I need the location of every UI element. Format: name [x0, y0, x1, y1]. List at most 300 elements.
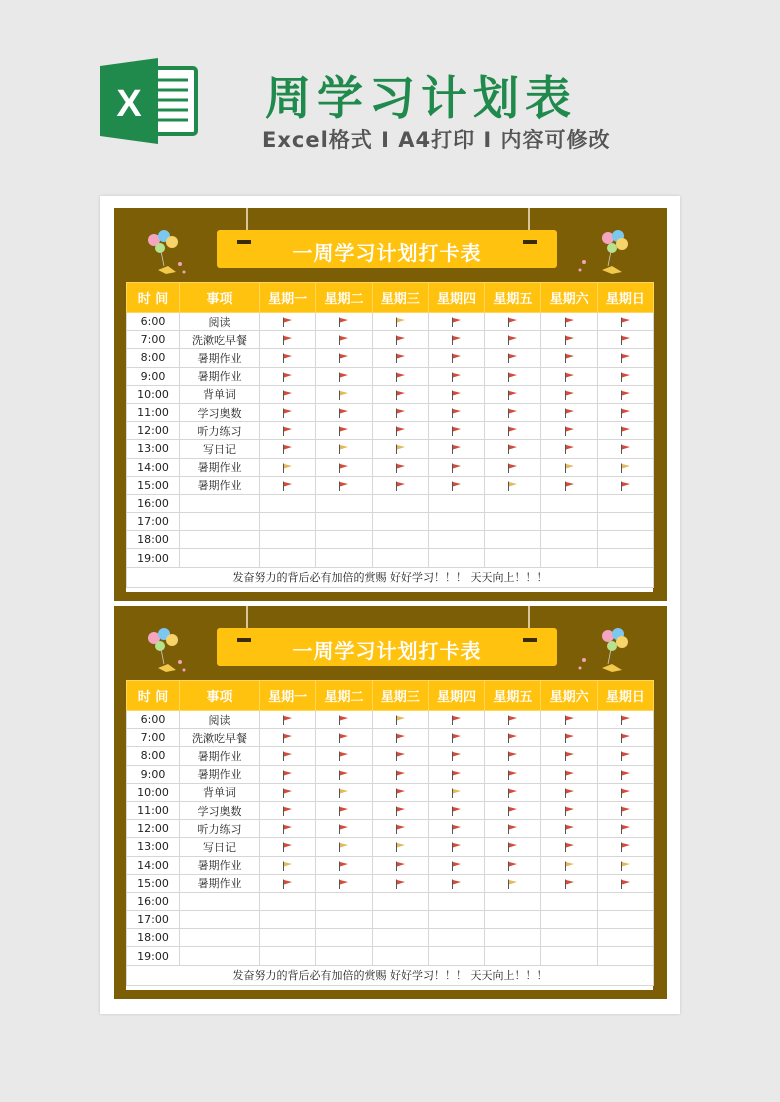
item-cell[interactable]: 背单词 — [180, 783, 260, 801]
checkin-cell[interactable] — [485, 947, 541, 965]
checkin-cell[interactable] — [485, 820, 541, 838]
time-cell[interactable]: 8:00 — [127, 349, 180, 367]
item-cell[interactable]: 暑期作业 — [180, 856, 260, 874]
checkin-cell[interactable] — [372, 874, 428, 892]
checkin-cell[interactable] — [597, 892, 653, 910]
item-cell[interactable]: 暑期作业 — [180, 458, 260, 476]
checkin-cell[interactable] — [597, 313, 653, 331]
flag-icon — [282, 335, 293, 345]
checkin-cell[interactable] — [428, 947, 484, 965]
checkin-cell[interactable] — [428, 367, 484, 385]
flag-icon — [338, 842, 349, 852]
checkin-cell[interactable] — [316, 549, 372, 567]
checkin-cell[interactable] — [428, 385, 484, 403]
item-cell[interactable] — [180, 549, 260, 567]
checkin-cell[interactable] — [485, 711, 541, 729]
checkin-cell[interactable] — [260, 911, 316, 929]
checkin-cell[interactable] — [372, 349, 428, 367]
item-cell[interactable]: 暑期作业 — [180, 765, 260, 783]
checkin-cell[interactable] — [372, 711, 428, 729]
flag-icon — [507, 842, 518, 852]
checkin-cell[interactable] — [372, 494, 428, 512]
checkin-cell[interactable] — [428, 422, 484, 440]
time-cell[interactable]: 13:00 — [127, 838, 180, 856]
time-cell[interactable]: 13:00 — [127, 440, 180, 458]
checkin-cell[interactable] — [541, 476, 597, 494]
checkin-cell[interactable] — [260, 892, 316, 910]
checkin-cell[interactable] — [260, 929, 316, 947]
checkin-cell[interactable] — [541, 385, 597, 403]
flag-icon — [282, 824, 293, 834]
flag-icon — [564, 426, 575, 436]
flag-icon — [395, 426, 406, 436]
time-cell[interactable]: 15:00 — [127, 476, 180, 494]
checkin-cell[interactable] — [260, 422, 316, 440]
time-cell[interactable]: 18:00 — [127, 531, 180, 549]
checkin-cell[interactable] — [597, 494, 653, 512]
checkin-cell[interactable] — [316, 929, 372, 947]
checkin-cell[interactable] — [485, 531, 541, 549]
item-cell[interactable] — [180, 513, 260, 531]
checkin-cell[interactable] — [597, 476, 653, 494]
checkin-cell[interactable] — [485, 911, 541, 929]
checkin-cell[interactable] — [485, 458, 541, 476]
checkin-cell[interactable] — [597, 729, 653, 747]
checkin-cell[interactable] — [372, 513, 428, 531]
time-cell[interactable]: 19:00 — [127, 549, 180, 567]
flag-icon — [282, 317, 293, 327]
checkin-cell[interactable] — [316, 729, 372, 747]
checkin-cell[interactable] — [428, 911, 484, 929]
checkin-cell[interactable] — [597, 929, 653, 947]
time-cell[interactable]: 14:00 — [127, 856, 180, 874]
time-cell[interactable]: 6:00 — [127, 711, 180, 729]
flag-icon — [620, 408, 631, 418]
checkin-cell[interactable] — [597, 820, 653, 838]
checkin-cell[interactable] — [541, 856, 597, 874]
checkin-cell[interactable] — [428, 549, 484, 567]
flag-icon — [620, 879, 631, 889]
checkin-cell[interactable] — [428, 801, 484, 819]
checkin-cell[interactable] — [597, 856, 653, 874]
item-cell[interactable]: 听力练习 — [180, 422, 260, 440]
column-header: 星期四 — [428, 283, 484, 313]
item-cell[interactable] — [180, 947, 260, 965]
checkin-cell[interactable] — [597, 801, 653, 819]
flag-icon — [564, 390, 575, 400]
checkin-cell[interactable] — [597, 531, 653, 549]
flag-icon — [620, 317, 631, 327]
checkin-cell[interactable] — [597, 711, 653, 729]
balloon-icon — [140, 624, 200, 676]
time-cell[interactable]: 9:00 — [127, 765, 180, 783]
checkin-cell[interactable] — [485, 440, 541, 458]
checkin-cell[interactable] — [260, 801, 316, 819]
footer-row — [127, 567, 654, 587]
flag-icon — [338, 879, 349, 889]
checkin-cell[interactable] — [541, 747, 597, 765]
flag-icon — [451, 770, 462, 780]
checkin-cell[interactable] — [316, 367, 372, 385]
checkin-cell[interactable] — [428, 838, 484, 856]
checkin-cell[interactable] — [260, 349, 316, 367]
checkin-cell[interactable] — [372, 458, 428, 476]
checkin-cell[interactable] — [485, 874, 541, 892]
checkin-cell[interactable] — [597, 422, 653, 440]
checkin-cell[interactable] — [541, 422, 597, 440]
checkin-cell[interactable] — [541, 403, 597, 421]
table-row — [127, 820, 654, 838]
flag-icon — [564, 806, 575, 816]
checkin-cell[interactable] — [372, 331, 428, 349]
time-cell[interactable]: 14:00 — [127, 458, 180, 476]
checkin-cell[interactable] — [485, 476, 541, 494]
checkin-cell[interactable] — [541, 531, 597, 549]
checkin-cell[interactable] — [428, 711, 484, 729]
checkin-cell[interactable] — [260, 856, 316, 874]
flag-icon — [451, 463, 462, 473]
checkin-cell[interactable] — [541, 820, 597, 838]
checkin-cell[interactable] — [316, 801, 372, 819]
checkin-cell[interactable] — [597, 458, 653, 476]
checkin-cell[interactable] — [428, 747, 484, 765]
checkin-cell[interactable] — [428, 531, 484, 549]
table-row — [127, 747, 654, 765]
checkin-cell[interactable] — [372, 947, 428, 965]
item-cell[interactable]: 暑期作业 — [180, 367, 260, 385]
checkin-cell[interactable] — [485, 783, 541, 801]
checkin-cell[interactable] — [485, 549, 541, 567]
checkin-cell[interactable] — [485, 313, 541, 331]
checkin-cell[interactable] — [485, 929, 541, 947]
checkin-cell[interactable] — [485, 385, 541, 403]
checkin-cell[interactable] — [316, 331, 372, 349]
item-cell[interactable]: 洗漱吃早餐 — [180, 331, 260, 349]
checkin-cell[interactable] — [372, 422, 428, 440]
checkin-cell[interactable] — [372, 892, 428, 910]
checkin-cell[interactable] — [372, 385, 428, 403]
checkin-cell[interactable] — [260, 403, 316, 421]
time-cell[interactable]: 12:00 — [127, 820, 180, 838]
flag-icon — [507, 426, 518, 436]
column-header: 星期一 — [260, 283, 316, 313]
item-cell[interactable]: 学习奥数 — [180, 403, 260, 421]
checkin-cell[interactable] — [372, 313, 428, 331]
checkin-cell[interactable] — [541, 440, 597, 458]
checkin-cell[interactable] — [316, 711, 372, 729]
flag-icon — [282, 463, 293, 473]
checkin-cell[interactable] — [372, 476, 428, 494]
item-cell[interactable]: 阅读 — [180, 711, 260, 729]
checkin-cell[interactable] — [260, 838, 316, 856]
flag-icon — [620, 861, 631, 871]
flag-icon — [451, 733, 462, 743]
checkin-cell[interactable] — [597, 403, 653, 421]
checkin-cell[interactable] — [316, 892, 372, 910]
checkin-cell[interactable] — [316, 513, 372, 531]
checkin-cell[interactable] — [541, 331, 597, 349]
column-header: 星期一 — [260, 681, 316, 711]
checkin-cell[interactable] — [372, 531, 428, 549]
checkin-cell[interactable] — [485, 747, 541, 765]
item-cell[interactable]: 背单词 — [180, 385, 260, 403]
checkin-cell[interactable] — [541, 458, 597, 476]
checkin-cell[interactable] — [541, 783, 597, 801]
checkin-cell[interactable] — [316, 874, 372, 892]
checkin-cell[interactable] — [372, 549, 428, 567]
checkin-cell[interactable] — [541, 801, 597, 819]
checkin-cell[interactable] — [428, 783, 484, 801]
checkin-cell[interactable] — [485, 422, 541, 440]
checkin-cell[interactable] — [597, 765, 653, 783]
item-cell[interactable]: 暑期作业 — [180, 349, 260, 367]
checkin-cell[interactable] — [260, 747, 316, 765]
flag-icon — [395, 806, 406, 816]
checkin-cell[interactable] — [485, 838, 541, 856]
checkin-cell[interactable] — [428, 494, 484, 512]
flag-icon — [338, 390, 349, 400]
item-cell[interactable]: 暑期作业 — [180, 874, 260, 892]
time-cell[interactable]: 10:00 — [127, 783, 180, 801]
table-row — [127, 874, 654, 892]
checkin-cell[interactable] — [428, 458, 484, 476]
item-cell[interactable]: 写日记 — [180, 440, 260, 458]
checkin-cell[interactable] — [541, 494, 597, 512]
checkin-cell[interactable] — [597, 349, 653, 367]
checkin-cell[interactable] — [316, 476, 372, 494]
checkin-cell[interactable] — [428, 856, 484, 874]
checkin-cell[interactable] — [428, 476, 484, 494]
checkin-cell[interactable] — [541, 929, 597, 947]
checkin-cell[interactable] — [316, 458, 372, 476]
checkin-cell[interactable] — [541, 765, 597, 783]
checkin-cell[interactable] — [485, 403, 541, 421]
checkin-cell[interactable] — [372, 911, 428, 929]
flag-icon — [507, 879, 518, 889]
checkin-cell[interactable] — [260, 313, 316, 331]
checkin-cell[interactable] — [316, 911, 372, 929]
flag-icon — [451, 751, 462, 761]
time-cell[interactable]: 16:00 — [127, 892, 180, 910]
flag-icon — [620, 751, 631, 761]
checkin-cell[interactable] — [372, 929, 428, 947]
checkin-cell[interactable] — [260, 783, 316, 801]
flag-icon — [507, 390, 518, 400]
checkin-cell[interactable] — [485, 856, 541, 874]
checkin-cell[interactable] — [260, 458, 316, 476]
checkin-cell[interactable] — [428, 349, 484, 367]
checkin-cell[interactable] — [428, 820, 484, 838]
checkin-cell[interactable] — [260, 549, 316, 567]
checkin-cell[interactable] — [316, 494, 372, 512]
checkin-cell[interactable] — [597, 838, 653, 856]
checkin-cell[interactable] — [316, 747, 372, 765]
checkin-cell[interactable] — [316, 783, 372, 801]
checkin-cell[interactable] — [541, 729, 597, 747]
item-cell[interactable]: 暑期作业 — [180, 747, 260, 765]
time-cell[interactable]: 11:00 — [127, 403, 180, 421]
checkin-cell[interactable] — [597, 783, 653, 801]
checkin-cell[interactable] — [597, 385, 653, 403]
checkin-cell[interactable] — [316, 838, 372, 856]
checkin-cell[interactable] — [485, 729, 541, 747]
checkin-cell[interactable] — [372, 820, 428, 838]
checkin-cell[interactable] — [597, 513, 653, 531]
item-cell[interactable] — [180, 929, 260, 947]
item-cell[interactable]: 阅读 — [180, 313, 260, 331]
checkin-cell[interactable] — [541, 911, 597, 929]
flag-icon — [451, 481, 462, 491]
flag-icon — [564, 879, 575, 889]
checkin-cell[interactable] — [485, 801, 541, 819]
checkin-cell[interactable] — [428, 729, 484, 747]
checkin-cell[interactable] — [428, 765, 484, 783]
checkin-cell[interactable] — [372, 783, 428, 801]
checkin-cell[interactable] — [316, 422, 372, 440]
checkin-cell[interactable] — [372, 856, 428, 874]
checkin-cell[interactable] — [597, 440, 653, 458]
checkin-cell[interactable] — [597, 911, 653, 929]
checkin-cell[interactable] — [372, 403, 428, 421]
checkin-cell[interactable] — [260, 494, 316, 512]
table-row — [127, 367, 654, 385]
checkin-cell[interactable] — [597, 874, 653, 892]
item-cell[interactable] — [180, 911, 260, 929]
checkin-cell[interactable] — [372, 440, 428, 458]
time-cell[interactable]: 16:00 — [127, 494, 180, 512]
checkin-cell[interactable] — [316, 313, 372, 331]
item-cell[interactable]: 洗漱吃早餐 — [180, 729, 260, 747]
flag-icon — [620, 842, 631, 852]
flag-icon — [338, 715, 349, 725]
flag-icon — [395, 715, 406, 725]
checkin-cell[interactable] — [372, 367, 428, 385]
column-header: 事项 — [180, 681, 260, 711]
time-cell[interactable]: 19:00 — [127, 947, 180, 965]
checkin-cell[interactable] — [597, 549, 653, 567]
checkin-cell[interactable] — [541, 892, 597, 910]
time-cell[interactable]: 10:00 — [127, 385, 180, 403]
checkin-cell[interactable] — [541, 549, 597, 567]
time-cell[interactable]: 12:00 — [127, 422, 180, 440]
checkin-cell[interactable] — [428, 513, 484, 531]
checkin-cell[interactable] — [485, 349, 541, 367]
checkin-cell[interactable] — [260, 711, 316, 729]
balloon-icon — [572, 624, 632, 676]
checkin-cell[interactable] — [316, 947, 372, 965]
item-cell[interactable]: 学习奥数 — [180, 801, 260, 819]
checkin-cell[interactable] — [260, 874, 316, 892]
item-cell[interactable] — [180, 494, 260, 512]
checkin-cell[interactable] — [316, 349, 372, 367]
checkin-cell[interactable] — [597, 367, 653, 385]
item-cell[interactable]: 写日记 — [180, 838, 260, 856]
time-cell[interactable]: 8:00 — [127, 747, 180, 765]
checkin-cell[interactable] — [260, 331, 316, 349]
checkin-cell[interactable] — [372, 729, 428, 747]
checkin-cell[interactable] — [428, 440, 484, 458]
checkin-cell[interactable] — [316, 403, 372, 421]
checkin-cell[interactable] — [541, 711, 597, 729]
time-cell[interactable]: 15:00 — [127, 874, 180, 892]
checkin-cell[interactable] — [260, 513, 316, 531]
time-cell[interactable]: 18:00 — [127, 929, 180, 947]
flag-icon — [395, 733, 406, 743]
checkin-cell[interactable] — [541, 313, 597, 331]
checkin-cell[interactable] — [428, 874, 484, 892]
checkin-cell[interactable] — [316, 531, 372, 549]
table-row — [127, 403, 654, 421]
checkin-cell[interactable] — [541, 367, 597, 385]
schedule-table — [126, 282, 653, 592]
flag-icon — [338, 335, 349, 345]
checkin-cell[interactable] — [485, 331, 541, 349]
item-cell[interactable]: 听力练习 — [180, 820, 260, 838]
motto-text: 发奋努力的背后必有加倍的赏赐 好好学习！！！ 天天向上！！！ — [127, 567, 654, 587]
checkin-cell[interactable] — [260, 476, 316, 494]
checkin-cell[interactable] — [372, 801, 428, 819]
checkin-cell[interactable] — [372, 747, 428, 765]
checkin-cell[interactable] — [372, 838, 428, 856]
checkin-cell[interactable] — [541, 947, 597, 965]
checkin-cell[interactable] — [485, 494, 541, 512]
item-cell[interactable]: 暑期作业 — [180, 476, 260, 494]
checkin-cell[interactable] — [597, 331, 653, 349]
checkin-cell[interactable] — [316, 856, 372, 874]
checkin-cell[interactable] — [260, 947, 316, 965]
checkin-cell[interactable] — [260, 367, 316, 385]
item-cell[interactable] — [180, 531, 260, 549]
checkin-cell[interactable] — [372, 765, 428, 783]
checkin-cell[interactable] — [428, 331, 484, 349]
checkin-cell[interactable] — [485, 892, 541, 910]
checkin-cell[interactable] — [485, 765, 541, 783]
checkin-cell[interactable] — [428, 313, 484, 331]
checkin-cell[interactable] — [541, 874, 597, 892]
checkin-cell[interactable] — [597, 947, 653, 965]
checkin-cell[interactable] — [428, 403, 484, 421]
time-cell[interactable]: 7:00 — [127, 331, 180, 349]
checkin-cell[interactable] — [428, 892, 484, 910]
checkin-cell[interactable] — [485, 513, 541, 531]
checkin-cell[interactable] — [316, 385, 372, 403]
time-cell[interactable]: 11:00 — [127, 801, 180, 819]
checkin-cell[interactable] — [316, 765, 372, 783]
time-cell[interactable]: 9:00 — [127, 367, 180, 385]
checkin-cell[interactable] — [260, 820, 316, 838]
checkin-cell[interactable] — [541, 349, 597, 367]
checkin-cell[interactable] — [260, 765, 316, 783]
checkin-cell[interactable] — [260, 531, 316, 549]
motto-text: 发奋努力的背后必有加倍的赏赐 好好学习！！！ 天天向上！！！ — [127, 965, 654, 985]
checkin-cell[interactable] — [541, 838, 597, 856]
checkin-cell[interactable] — [260, 440, 316, 458]
checkin-cell[interactable] — [597, 747, 653, 765]
checkin-cell[interactable] — [260, 729, 316, 747]
checkin-cell[interactable] — [485, 367, 541, 385]
checkin-cell[interactable] — [316, 440, 372, 458]
item-cell[interactable] — [180, 892, 260, 910]
checkin-cell[interactable] — [428, 929, 484, 947]
time-cell[interactable]: 17:00 — [127, 513, 180, 531]
checkin-cell[interactable] — [541, 513, 597, 531]
time-cell[interactable]: 7:00 — [127, 729, 180, 747]
time-cell[interactable]: 17:00 — [127, 911, 180, 929]
checkin-cell[interactable] — [260, 385, 316, 403]
time-cell[interactable]: 6:00 — [127, 313, 180, 331]
table-row — [127, 783, 654, 801]
checkin-cell[interactable] — [316, 820, 372, 838]
